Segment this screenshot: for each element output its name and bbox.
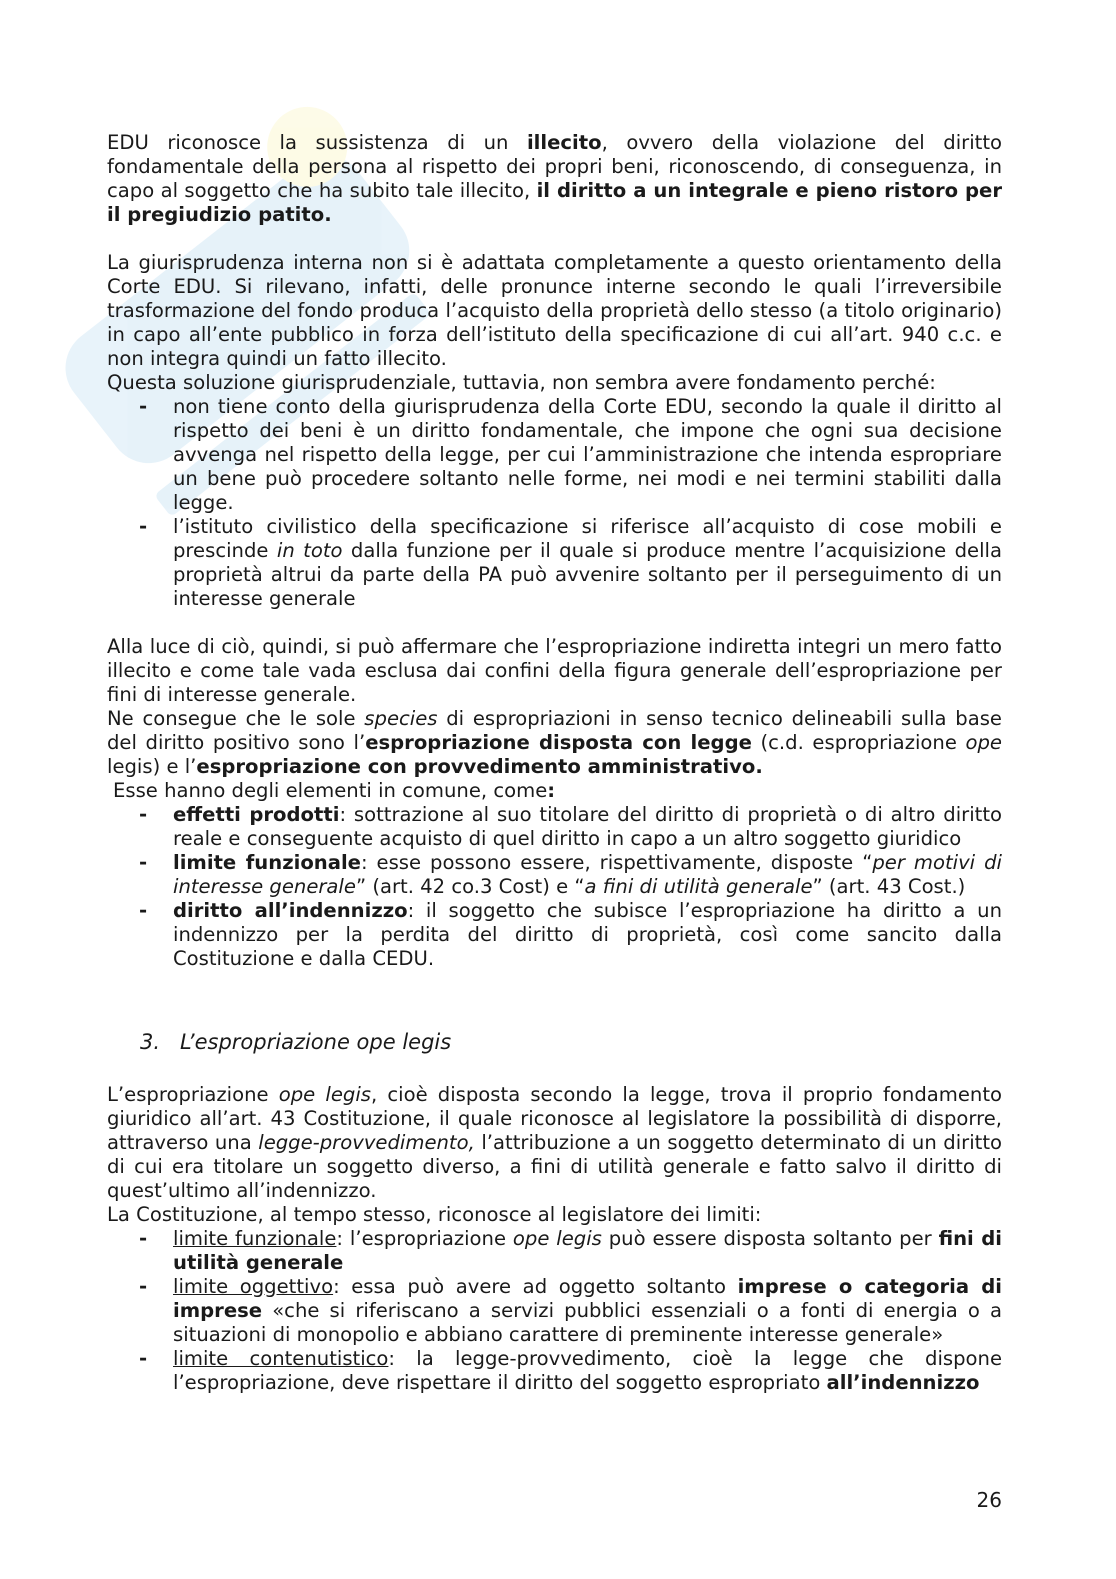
paragraph-ope-legis: L’espropriazione ope legis, cioè disposta secondo la legge, trova il proprio fondamento giuridico all’art. 43 Costituzione, il quale riconosce al legislatore la possibilità di disporre, attraverso una legge-provvedimento, l’attribuzione a un soggetto determinato di un diritto di cui era titolare un soggetto diverso, a fini di utilità generale e fatto salvo il diritto di quest’ultimo all’indennizzo.: [107, 1083, 1002, 1202]
paragraph-giurisprudenza-interna: La giurisprudenza interna non si è adattata completamente a questo orientamento della Corte EDU. Si rilevano, infatti, delle pronunce interne secondo le quali l’irreversibile trasformazione del fondo produca l’acquisto della proprietà dello stesso (a titolo originario) in capo all’ente pubblico in forza dell’istituto della specificazione di cui all’art. 940 c.c. e non integra quindi un fatto illecito.: [107, 251, 1002, 370]
section-title: L’espropriazione ope legis: [180, 1030, 452, 1054]
section-number: 3.: [140, 1030, 161, 1054]
list-item: - non tiene conto della giurisprudenza della Corte EDU, secondo la quale il diritto al rispetto dei beni è un diritto fondamentale, che impone che ogni sua decisione avvenga nel rispetto della legge, per cui l’amministrazione che intenda espropriare un bene può procedere soltanto nelle forme, nei modi e nei termini stabiliti dalla legge.: [107, 395, 1002, 515]
list-motivi: [107, 395, 1002, 611]
list-item: - limite funzionale: esse possono essere, rispettivamente, disposte “per motivi di interesse generale” (art. 42 co.3 Cost) e “a fini di utilità generale” (art. 43 Cost.): [107, 851, 1002, 899]
paragraph-illecito: EDU riconosce la sussistenza di un illecito, ovvero della violazione del diritto fondamentale della persona al rispetto dei propri beni, riconoscendo, di conseguenza, in capo al soggetto che ha subito tale illecito, il diritto a un integrale e pieno ristoro per il pregiudizio patito.: [107, 131, 1002, 226]
paragraph-elementi-comuni: Esse hanno degli elementi in comune, come:: [113, 779, 556, 802]
list-item: - diritto all’indennizzo: il soggetto che subisce l’espropriazione ha diritto a un indennizzo per la perdita del diritto di proprietà, così come sancito dalla Costituzione e dalla CEDU.: [107, 899, 1002, 971]
list-item: - limite funzionale: l’espropriazione ope legis può essere disposta soltanto per fini di utilità generale: [107, 1227, 1002, 1275]
section-heading: [107, 1029, 1002, 1055]
page-content: [107, 131, 1002, 1395]
list-item: - effetti prodotti: sottrazione al suo titolare del diritto di proprietà o di altro diritto reale e conseguente acquisto di quel diritto in capo a un altro soggetto giuridico: [107, 803, 1002, 851]
paragraph-species: Ne consegue che le sole species di espropriazioni in senso tecnico delineabili sulla base del diritto positivo sono l’espropriazione disposta con legge (c.d. espropriazione ope legis) e l’espropriazione con provvedimento amministrativo.: [107, 707, 1002, 778]
paragraph-soluzione: Questa soluzione giurisprudenziale, tuttavia, non sembra avere fondamento perché:: [107, 371, 936, 394]
list-limiti: [107, 1227, 1002, 1395]
paragraph-espropriazione-indiretta: Alla luce di ciò, quindi, si può affermare che l’espropriazione indiretta integri un mero fatto illecito e come tale vada esclusa dai confini della figura generale dell’espropriazione per fini di interesse generale.: [107, 635, 1002, 706]
list-elementi: [107, 803, 1002, 971]
list-item: - l’istituto civilistico della specificazione si riferisce all’acquisto di cose mobili e prescinde in toto dalla funzione per il quale si produce mentre l’acquisizione della proprietà altrui da parte della PA può avvenire soltanto per il perseguimento di un interesse generale: [107, 515, 1002, 611]
paragraph-limiti: La Costituzione, al tempo stesso, riconosce al legislatore dei limiti:: [107, 1203, 762, 1226]
page-number: 26: [976, 1488, 1002, 1512]
list-item: - limite oggettivo: essa può avere ad oggetto soltanto imprese o categoria di imprese «che si riferiscano a servizi pubblici essenziali o a fonti di energia o a situazioni di monopolio e abbiano carattere di preminente interesse generale»: [107, 1275, 1002, 1347]
list-item: - limite contenutistico: la legge-provvedimento, cioè la legge che dispone l’espropriazione, deve rispettare il diritto del soggetto espropriato all’indennizzo: [107, 1347, 1002, 1395]
